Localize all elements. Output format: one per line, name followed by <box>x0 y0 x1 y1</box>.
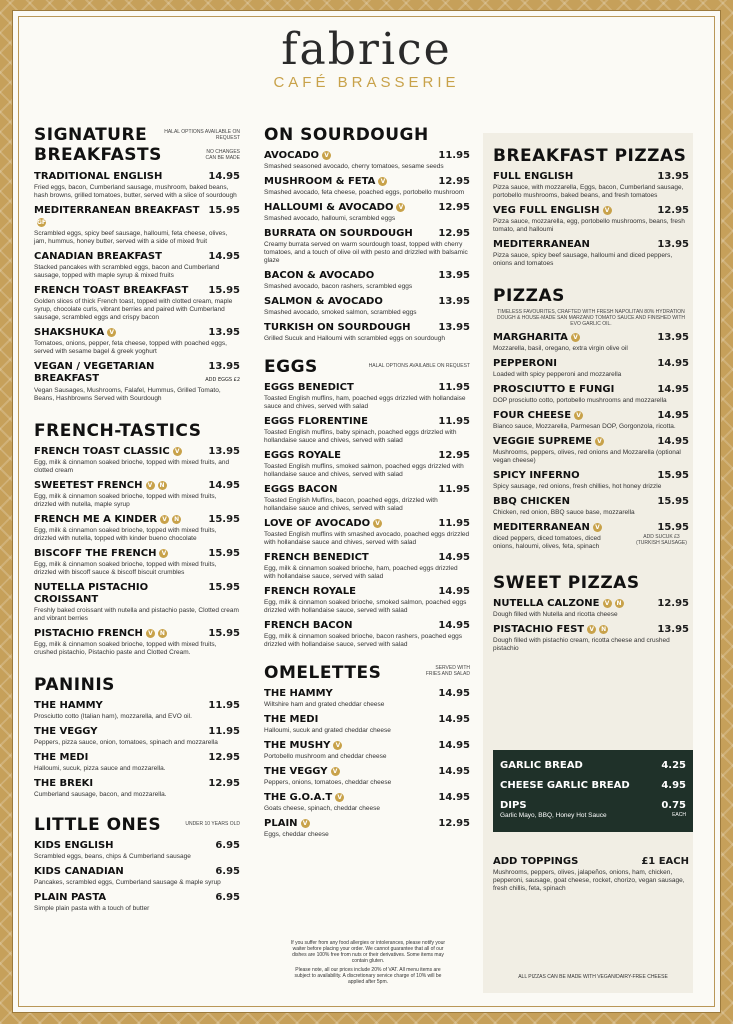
menu-item: MEDITERRANEAN 13.95 Pizza sauce, spicy beef sausage, halloumi and diced peppers, onions and tomatoes <box>493 239 689 267</box>
menu-item: BURRATA ON SOURDOUGH 12.95 Creamy burrata served on warm sourdough toast, topped with cherry tomatoes, and a touch of olive oil with pesto and drizzled with balsamic glaze <box>264 228 470 264</box>
toppings: ADD TOPPINGS £1 EACH Mushrooms, peppers, olives, jalapeños, onions, ham, chicken, pepperoni, sausage, goat cheese, rocket, chorizo, vegan sausage, fresh chillis, feta, spinach <box>493 856 689 892</box>
age-note: UNDER 10 YEARS OLD <box>185 821 240 827</box>
menu-item: MARGHARITA V 13.95 Mozzarella, basil, oregano, extra virgin olive oil <box>493 332 689 352</box>
side-desc: Garlic Mayo, BBQ, Honey Hot Sauce EACH <box>500 812 686 819</box>
halal-note: HALAL OPTIONS AVAILABLE ON REQUEST <box>368 363 470 369</box>
sides-box <box>493 750 693 832</box>
menu-item: NUTELLA PISTACHIO CROISSANT 15.95 Freshly baked croissant with nutella and pistachio paste, Clotted cream and vibrant berries <box>34 582 240 622</box>
section-title: PIZZAS <box>493 286 565 306</box>
menu-item: VEGAN / VEGETARIAN BREAKFAST 13.95 ADD EGGS £2 Vegan Sausages, Mushrooms, Falafel, Hummus, Grilled Tomato, Beans, Hashbrowns Served with Sourdough <box>34 361 240 402</box>
eggs-header <box>264 357 470 377</box>
side-item: DIPS 0.75 <box>500 800 686 811</box>
menu-item: SPICY INFERNO 15.95 Spicy sausage, red onions, fresh chillies, hot honey drizzle <box>493 470 689 490</box>
menu-item: THE HAMMY 14.95 Wiltshire ham and grated cheddar cheese <box>264 688 470 708</box>
section-title: FRENCH-TASTICS <box>34 421 202 441</box>
menu-item: BISCOFF THE FRENCH V 15.95 Egg, milk & cinnamon soaked brioche, topped with mixed fruits, drizzled with biscoff sauce & biscoff biscuit crumbles <box>34 548 240 576</box>
menu-item: EGGS ROYALE 12.95 Toasted English muffins, smoked salmon, poached eggs drizzled with hollandaise sauce and chives, served with salad <box>264 450 470 478</box>
menu-item: SALMON & AVOCADO 13.95 Smashed avocado, smoked salmon, scrambled eggs <box>264 296 470 316</box>
signature-header <box>34 125 240 165</box>
menu-item: VEG FULL ENGLISH V 12.95 Pizza sauce, mozzarella, egg, portobello mushrooms, beans, fresh tomato, and halloumi <box>493 205 689 233</box>
menu-item: KIDS CANADIAN 6.95 Pancakes, scrambled eggs, Cumberland sausage & maple syrup <box>34 866 240 886</box>
allergy-notice: If you suffer from any food allergies or intolerances, please notify your waiter before placing your order. We cannot guarantee that all of our dishes are 100% free from nuts or their derivatives. Some items may contain gluten. Please note, all our prices include 20% of VAT. All menu items are subject to availability. A discretionary service charge of 10% will be applied after 5pm. <box>290 940 446 985</box>
menu-item: EGGS BENEDICT 11.95 Toasted English muffins, ham, poached eggs drizzled with hollandaise sauce and chives, served with salad <box>264 382 470 410</box>
menu-item: PLAIN PASTA 6.95 Simple plain pasta with a touch of butter <box>34 892 240 912</box>
menu-item: FRENCH TOAST BREAKFAST 15.95 Golden slices of thick French toast, topped with clotted cream, maple syrup, chocolate curls, vibrant berries and paired with Cumberland sausage, scrambled eggs and crispy bacon <box>34 285 240 321</box>
menu-item: FULL ENGLISH 13.95 Pizza sauce, with mozzarella, Eggs, bacon, Cumberland sausage, portobello mushrooms, baked beans, and fresh tomatoes <box>493 171 689 199</box>
menu-item: MEDITERRANEAN BREAKFASTGF 15.95 Scrambled eggs, spicy beef sausage, halloumi, feta cheese, olives, jam, hummus, honey butter, served with a side of mixed fruit <box>34 205 240 245</box>
section-title: PANINIS <box>34 675 115 695</box>
menu-item: TURKISH ON SOURDOUGH 13.95 Grilled Sucuk and Halloumi with scrambled eggs on sourdough <box>264 322 470 342</box>
littleones-header <box>34 815 240 835</box>
menu-item: FRENCH ROYALE 14.95 Egg, milk & cinnamon soaked brioche, smoked salmon, poached eggs drizzled with hollandaise sauce, served with salad <box>264 586 470 614</box>
menu-item: MUSHROOM & FETA V 12.95 Smashed avocado, feta cheese, poached eggs, portobello mushroom <box>264 176 470 196</box>
section-title: ON SOURDOUGH <box>264 125 429 145</box>
menu-item: LOVE OF AVOCADO V 11.95 Toasted English muffins with smashed avocado, poached eggs drizzled with hollandaise sauce and chives, served with salad <box>264 518 470 546</box>
section-title: SWEET PIZZAS <box>493 573 640 593</box>
brand-logo <box>0 24 733 91</box>
menu-item: FOUR CHEESE V 14.95 Bianco sauce, Mozzarella, Parmesan DOP, Gorgonzola, ricotta. <box>493 410 689 430</box>
side-item: GARLIC BREAD 4.25 <box>500 760 686 771</box>
menu-item: AVOCADO V 11.95 Smashed seasoned avocado, cherry tomatoes, sesame seeds <box>264 150 470 170</box>
menu-item: FRENCH TOAST CLASSIC V 13.95 Egg, milk & cinnamon soaked brioche, topped with mixed fruits, and clotted cream <box>34 446 240 474</box>
column-right <box>493 146 689 653</box>
menu-item: PROSCIUTTO E FUNGI 14.95 DOP prosciutto cotto, portobello mushrooms and mozzarella <box>493 384 689 404</box>
menu-item: PISTACHIO FRENCH V N 15.95 Egg, milk & cinnamon soaked brioche, topped with mixed fruits, crushed pistachio, Pistachio paste and Clotted Cream. <box>34 628 240 656</box>
menu-item: THE MEDI 14.95 Halloumi, sucuk and grated cheddar cheese <box>264 714 470 734</box>
menu-item: KIDS ENGLISH 6.95 Scrambled eggs, beans, chips & Cumberland sausage <box>34 840 240 860</box>
menu-item: THE VEGGY 11.95 Peppers, pizza sauce, onion, tomatoes, spinach and mozzarella <box>34 726 240 746</box>
column-middle <box>264 125 470 839</box>
section-title: EGGS <box>264 357 318 377</box>
section-title: LITTLE ONES <box>34 815 162 835</box>
section-title: BREAKFAST PIZZAS <box>493 146 687 166</box>
menu-item: FRENCH BENEDICT 14.95 Egg, milk & cinnamon soaked brioche, ham, poached eggs drizzled with hollandaise sauce, served with salad <box>264 552 470 580</box>
section-title: OMELETTES <box>264 663 382 683</box>
menu-item: THE MEDI 12.95 Halloumi, sucuk, pizza sauce and mozzarella. <box>34 752 240 772</box>
menu-item: MEDITERRANEAN V 15.95 diced peppers, diced tomatoes, diced onions, haloumi, olives, feta, spinach ADD SUCUK £3 (TURKISH SAUSAGE) <box>493 522 689 550</box>
brand-tagline: CAFÉ BRASSERIE <box>273 74 460 91</box>
menu-item: THE HAMMY 11.95 Prosciutto cotto (Italian ham), mozzarella, and EVO oil. <box>34 700 240 720</box>
menu-item: BBQ CHICKEN 15.95 Chicken, red onion, BBQ sauce base, mozzarella <box>493 496 689 516</box>
menu-item: PISTACHIO FEST V N 13.95 Dough filled with pistachio cream, ricotta cheese and crushed pistachio <box>493 624 689 652</box>
menu-item: BACON & AVOCADO 13.95 Smashed avocado, bacon rashers, scrambled eggs <box>264 270 470 290</box>
menu-item: EGGS BACON 11.95 Toasted English Muffins, bacon, poached eggs, drizzled with hollandaise sauce and chives, served with salad <box>264 484 470 512</box>
column-left <box>34 125 240 913</box>
side-item: CHEESE GARLIC BREAD 4.95 <box>500 780 686 791</box>
menu-item: PEPPERONI 14.95 Loaded with spicy pepperoni and mozzarella <box>493 358 689 378</box>
menu-item: THE G.O.A.T V 14.95 Goats cheese, spinach, cheddar cheese <box>264 792 470 812</box>
changes-note: NO CHANGES CAN BE MADE <box>205 149 240 161</box>
menu-item: VEGGIE SUPREME V 14.95 Mushrooms, peppers, olives, red onions and Mozzarella (optional vegan cheese) <box>493 436 689 464</box>
section-title: BREAKFASTS <box>34 145 162 165</box>
pizza-note: TIMELESS FAVOURITES, CRAFTED WITH FRESH NAPOLITAN 80% HYDRATION DOUGH & HOUSE-MADE SAN MARZANO TOMATO SAUCE AND FINISHED WITH EVO GARLIC OIL. <box>497 309 685 327</box>
menu-item: SWEETEST FRENCH V N 14.95 Egg, milk & cinnamon soaked brioche, topped with mixed fruits, drizzled with nutella, maple syrup <box>34 480 240 508</box>
section-title: SIGNATURE <box>34 125 148 145</box>
menu-item: THE BREKI 12.95 Cumberland sausage, bacon, and mozzarella. <box>34 778 240 798</box>
menu-item: EGGS FLORENTINE 11.95 Toasted English muffins, baby spinach, poached eggs drizzled with hollandaise sauce and chives, served with salad <box>264 416 470 444</box>
menu-item: TRADITIONAL ENGLISH 14.95 Fried eggs, bacon, Cumberland sausage, mushroom, baked beans, hash browns, grilled tomatoes, butter, served with a slice of sourdough <box>34 171 240 199</box>
menu-item: CANADIAN BREAKFAST 14.95 Stacked pancakes with scrambled eggs, bacon and Cumberland sausage, topped with maple syrup & mixed fruits <box>34 251 240 279</box>
brand-name: fabrice <box>281 24 452 75</box>
omelettes-header <box>264 663 470 683</box>
menu-item: PLAIN V 12.95 Eggs, cheddar cheese <box>264 818 470 838</box>
menu-item: NUTELLA CALZONE V N 12.95 Dough filled with Nutella and ricotta cheese <box>493 598 689 618</box>
menu-item: THE MUSHY V 14.95 Portobello mushroom and cheddar cheese <box>264 740 470 760</box>
menu-item: THE VEGGY V 14.95 Peppers, onions, tomatoes, cheddar cheese <box>264 766 470 786</box>
menu-item: HALLOUMI & AVOCADO V 12.95 Smashed avocado, halloumi, scrambled eggs <box>264 202 470 222</box>
vegan-note: ALL PIZZAS CAN BE MADE WITH VEGAN/DAIRY-FREE CHEESE <box>518 974 668 980</box>
menu-item: FRENCH ME A KINDER V N 15.95 Egg, milk & cinnamon soaked brioche, topped with mixed fruits, drizzled with nutella, topped with kinder bueno chocolate <box>34 514 240 542</box>
menu-item: SHAKSHUKA V 13.95 Tomatoes, onions, pepper, feta cheese, topped with poached eggs, served with sesame bagel & greek yoghurt <box>34 327 240 355</box>
served-note: SERVED WITH FRIES AND SALAD <box>425 665 470 677</box>
menu-item: FRENCH BACON 14.95 Egg, milk & cinnamon soaked brioche, bacon rashers, poached eggs drizzled with hollandaise sauce, served with salad <box>264 620 470 648</box>
halal-note: HALAL OPTIONS AVAILABLE ON REQUEST <box>164 129 240 141</box>
